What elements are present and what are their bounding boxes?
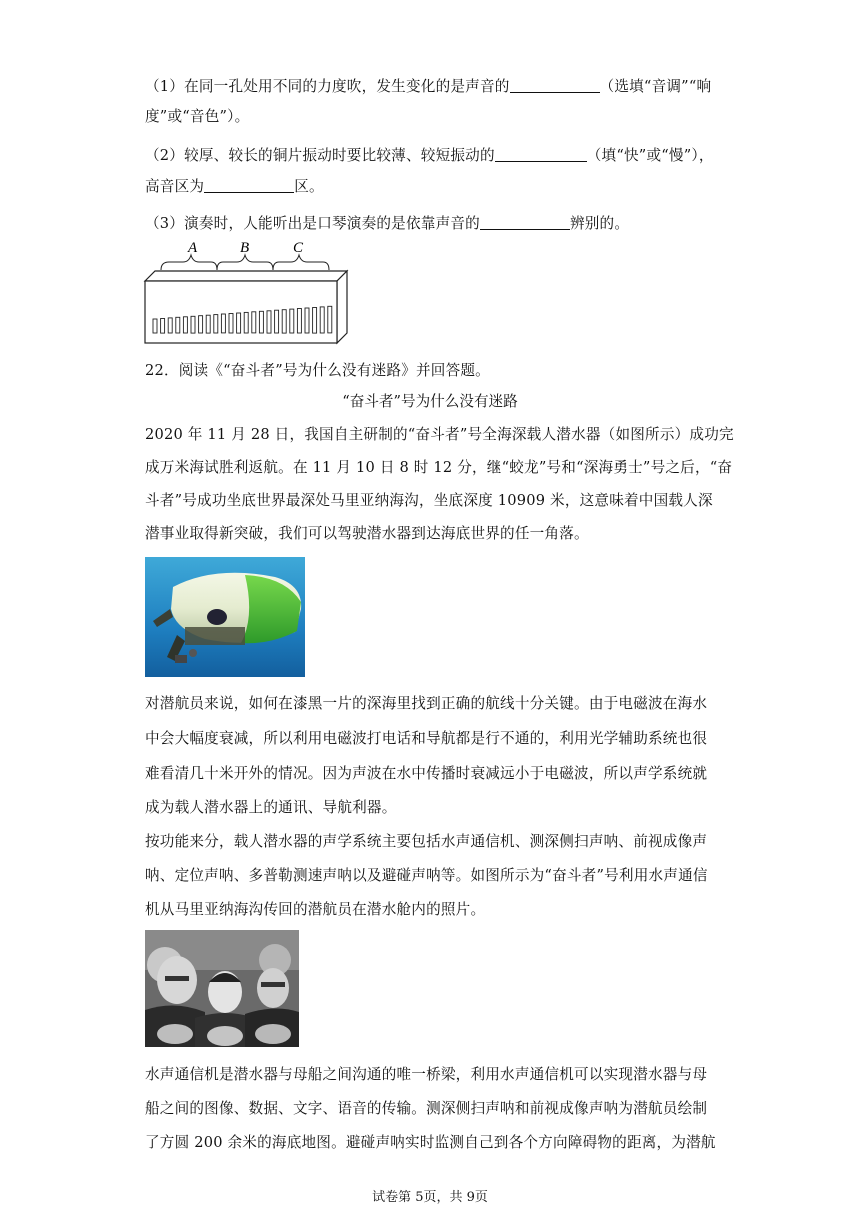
harmonica-slot	[313, 308, 317, 334]
answer-blank[interactable]	[204, 191, 294, 193]
harmonica-slot	[221, 314, 225, 333]
label-a: A	[188, 240, 198, 256]
harmonica-slot	[252, 312, 256, 333]
harmonica-figure	[143, 235, 353, 345]
harmonica-slot	[199, 316, 203, 333]
para2-line2: 中会大幅度衰减，所以利用电磁波打电话和导航都是行不通的，利用光学辅助系统也很	[145, 730, 708, 747]
harmonica-slot	[237, 313, 241, 333]
harmonica-slot	[290, 309, 294, 333]
harmonica-top	[145, 271, 347, 281]
harmonica-slot	[297, 309, 301, 334]
brace-b	[217, 255, 273, 270]
para3-line1: 按功能来分，载人潜水器的声学系统主要包括水声通信机、测深侧扫声呐、前视成像声	[145, 833, 708, 850]
harmonica-slot	[153, 319, 157, 333]
article-title: “奋斗者”号为什么没有迷路	[342, 393, 518, 410]
q21-item1-line1: （1）在同一孔处用不同的力度吹，发生变化的是声音的 （选填“音调”“响	[145, 78, 712, 95]
harmonica-slot	[328, 306, 332, 333]
harmonica-slot	[161, 319, 165, 334]
harmonica-slot	[275, 310, 279, 333]
page-footer: 试卷第 5页，共 9页	[372, 1190, 488, 1205]
brace-a	[161, 255, 217, 270]
answer-blank[interactable]	[495, 160, 587, 162]
crew-photo	[145, 930, 299, 1047]
submersible-photo	[145, 557, 305, 677]
para4-line3: 了方圆 200 余米的海底地图。避碰声呐实时监测自己到各个方向障碍物的距离，为潜航	[145, 1134, 716, 1151]
q21-item2-line1: （2）较厚、较长的铜片振动时要比较薄、较短振动的 （填“快”或“慢”），	[145, 147, 714, 164]
harmonica-slot	[244, 312, 248, 333]
label-c: C	[293, 240, 304, 256]
para1-line3: 斗者”号成功坐底世界最深处马里亚纳海沟，坐底深度 10909 米，这意味着中国载人深	[145, 492, 713, 509]
para1-line2: 成万米海试胜利返航。在 11 月 10 日 8 时 12 分，继“蛟龙”号和“深海勇士”号之后，“奋	[145, 459, 733, 476]
harmonica-slot	[191, 316, 195, 333]
harmonica-slot	[305, 308, 309, 333]
para3-line3: 机从马里亚纳海沟传回的潜航员在潜水舱内的照片。	[145, 901, 486, 918]
para1-line1: 2020 年 11 月 28 日，我国自主研制的“奋斗者”号全海深载人潜水器（如图所示）成功完	[145, 426, 734, 443]
harmonica-slot	[282, 310, 286, 333]
harmonica-slot	[229, 314, 233, 334]
harmonica-slot	[259, 311, 263, 333]
harmonica-slot	[168, 318, 172, 333]
answer-blank[interactable]	[480, 228, 570, 230]
harmonica-side	[337, 271, 347, 343]
harmonica-slot	[320, 307, 324, 333]
para1-line4: 潜事业取得新突破，我们可以驾驶潜水器到达海底世界的任一角落。	[145, 525, 589, 542]
q21-item3-line: （3）演奏时，人能听出是口琴演奏的是依靠声音的 辨别的。	[145, 215, 630, 232]
harmonica-slot	[183, 317, 187, 333]
harmonica-slot	[267, 311, 271, 333]
label-b: B	[240, 240, 250, 256]
para2-line1: 对潜航员来说，如何在漆黑一片的深海里找到正确的航线十分关键。由于电磁波在海水	[145, 695, 708, 712]
harmonica-slot	[176, 317, 180, 333]
para3-line2: 呐、定位声呐、多普勒测速声呐以及避碰声呐等。如图所示为“奋斗者”号利用水声通信	[145, 867, 708, 884]
harmonica-slot	[214, 315, 218, 333]
para2-line4: 成为载人潜水器上的通讯、导航利器。	[145, 799, 397, 816]
answer-blank[interactable]	[510, 91, 600, 93]
q21-item2-line2: 高音区为 区。	[145, 178, 324, 195]
brace-c	[273, 255, 329, 270]
para4-line1: 水声通信机是潜水器与母船之间沟通的唯一桥梁，利用水声通信机可以实现潜水器与母	[145, 1066, 708, 1083]
para2-line3: 难看清几十米开外的情况。因为声波在水中传播时衰减远小于电磁波，所以声学系统就	[145, 765, 708, 782]
para4-line2: 船之间的图像、数据、文字、语音的传输。测深侧扫声呐和前视成像声呐为潜航员绘制	[145, 1100, 708, 1117]
q22-stem: 22．阅读《“奋斗者”号为什么没有迷路》并回答题。	[145, 362, 490, 379]
q21-item1-line2: 度”或“音色”）。	[145, 108, 250, 125]
harmonica-slot	[206, 315, 210, 333]
